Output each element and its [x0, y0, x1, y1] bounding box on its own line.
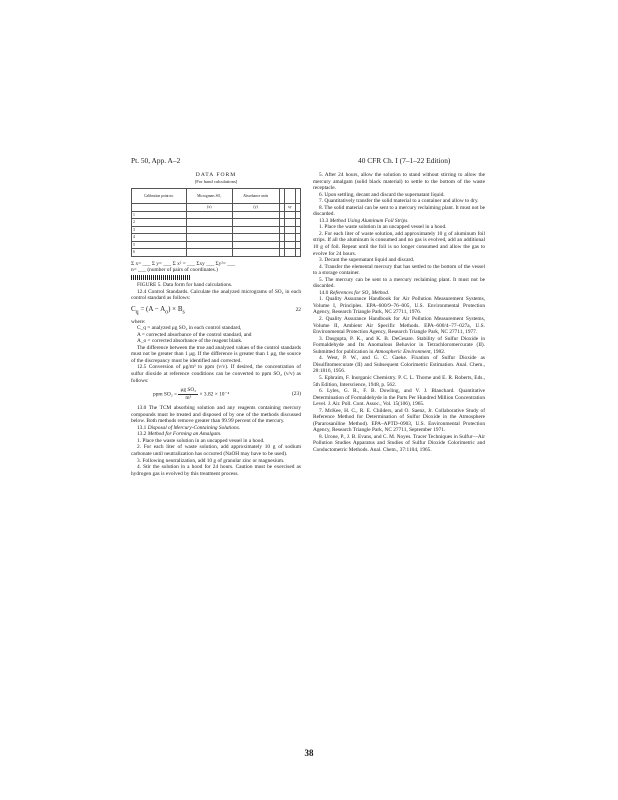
table-cell: xy: [284, 204, 295, 212]
pairs-line: n= ___ (number of pairs of coordinates.): [131, 267, 218, 274]
where-label: where:: [131, 318, 146, 325]
foil-step-2: 2. For each liter of waste solution, add approximately 10 g of aluminum foil strips. If all the aluminum is consumed and no gas is evolved, add an additional 10 g of foil. Repeat until the foil is no longer consumed and allow the gas to evolve for 24 hours.: [313, 230, 485, 257]
row-number: 3: [132, 226, 187, 234]
table-header-cell: Absorbance units: [232, 189, 279, 204]
step-6: 6. Upon settling, decant and discard the supernatant liquid.: [319, 191, 445, 198]
step-5: 5. After 24 hours, allow the solution to stand without stirring to allow the mercury amalgam (solid black material) to settle to the bottom of the waste receptacle.: [313, 172, 485, 192]
foil-step-4: 4. Transfer the elemental mercury that has settled to the bottom of the vessel to a storage container.: [313, 263, 485, 277]
step-4: 4. Stir the solution in a hood for 24 hours. Caution must be exercised as hydrogen gas is evolved by this treatment process.: [131, 464, 301, 477]
foil-step-3: 3. Decant the supernatant liquid and discard.: [319, 257, 415, 264]
table-row: [132, 219, 301, 227]
table-header-cell: [295, 189, 300, 204]
step-1: 1. Place the waste solution in an uncapped vessel in a hood.: [137, 437, 265, 444]
reference-2: 2. Quality Assurance Handbook for Air Pollution Measurement Systems, Volume II, Ambient Air Specific Methods. EPA–600/4–77–027a, U.S. Environmental Protection Agency, Research Triangle Park, NC 27711, 1977.: [313, 316, 485, 336]
paragraph-13-1: 13.1 Disposal of Mercury-Containing Solutions.: [137, 424, 241, 431]
running-header-left: Pt. 50, App. A–2: [131, 156, 181, 165]
table-row: [132, 234, 301, 242]
paragraph-12-5: 12.5 Conversion of μg/m³ to ppm (v/v). If desired, the concentration of sulfur dioxide at reference conditions can be converted to ppm SO₂ (v/v) as follows:: [131, 364, 301, 384]
right-column: [313, 172, 485, 454]
table-row: [132, 226, 301, 234]
reference-7: 7. McKee, H. C., R. E. Childers, and O. Saenz, Jr. Collaborative Study of Reference Method for Determination of Sulfur Dioxide in the Atmosphere (Pararosaniline Method). EPA–APTD–0903, U.S. Environmental Protection Agency, Research Triangle Park, NC 27711, September 1971.: [313, 407, 485, 434]
equation-23: [153, 387, 301, 401]
table-cell: (x): [186, 204, 232, 212]
paragraph-13-2: 13.2 Method for Forming an Amalgam.: [137, 431, 222, 438]
definition-cq: C_q = analyzed μg SO₂ in each control standard,: [137, 325, 242, 332]
table-row: [132, 249, 301, 257]
reference-3: 3. Dasgupta, P. K., and K. B. DeCesare. Stability of Sulfur Dioxide in Formaldehyde and Its Anomalous Behavior in Tetrachloromercurate (II). Submitted for publication in Atmospheric Environment, 1982.: [313, 335, 485, 355]
equation-number: 22: [295, 306, 301, 313]
definition-a: A = corrected absorbance of the control standard, and: [137, 331, 252, 338]
paragraph-13-0: 13.0 The TCM absorbing solution and any reagents containing mercury compounds must be treated and disposed of by one of the methods discussed below. Both methods remove greater than 99.99 percent of the mercury.: [131, 405, 301, 425]
equation-number: (23): [292, 390, 301, 397]
table-symbol-row: [132, 204, 301, 212]
table-cell: [295, 204, 300, 212]
table-cell: [132, 204, 187, 212]
sums-line: Σ x= ___ Σ y= ___ Σ x² = ___ Σxy ___ Σy²= ___: [131, 260, 236, 267]
step-2: 2. For each liter of waste solution, add approximately 10 g of sodium carbonate until neutralization has occurred (NaOH may have to be used).: [131, 444, 301, 457]
paragraph-difference: The difference between the true and analyzed values of the control standards must not be greater than 1 μg. If the difference is greater than 1 μg, the source of the discrepancy must be identified and corrected.: [131, 344, 301, 364]
equation-22-body: $C_q = (A - A_o) \times B_s$: [131, 304, 185, 316]
row-number: 4: [132, 234, 187, 242]
row-number: 6: [132, 249, 187, 257]
data-form-table: [131, 188, 301, 257]
row-number: 2: [132, 219, 187, 227]
step-7: 7. Quantitatively transfer the solid material to a container and allow to dry.: [319, 198, 479, 205]
table-cell: (y): [232, 204, 279, 212]
row-number: 1: [132, 211, 187, 219]
equation-23-body: ppm SO₂ = $\frac{\text{μg SO₂}}{\text{m³}}$ × 3.82 × 10⁻⁴: [153, 387, 230, 401]
equation-22: [131, 306, 301, 316]
paragraph-12-4: 12.4 Control Standards. Calculate the analyzed micrograms of SO₂ in each control standard as follows:: [131, 288, 301, 302]
left-column: [131, 172, 301, 477]
reference-8: 8. Urone, P., J. B. Evans, and C. M. Noyes. Tracer Techniques in Sulfur—Air Pollution Studies Apparatus and Studies of Sulfur Dioxide Colorimetric and Conductometric Methods. Anal. Chem., 37:1104, 1965.: [313, 433, 485, 453]
page-number: 38: [304, 748, 314, 758]
form-title: DATA FORM: [195, 172, 237, 178]
reference-5: 5. Ephraim, F. Inorganic Chemistry. P. C. L. Thorne and E. R. Roberts, Eds., 5th Edition, Interscience, 1948, p. 562.: [313, 374, 485, 388]
table-header-cell: [284, 189, 295, 204]
table-row: [132, 211, 301, 219]
step-8: 8. The solid material can be sent to a mercury reclaiming plant. It must not be discarded.: [313, 204, 485, 218]
foil-step-5: 5. The mercury can be sent to a mercury reclaiming plant. It must not be discarded.: [313, 276, 485, 290]
hatch-rule: [131, 275, 191, 280]
row-number: 5: [132, 241, 187, 249]
paragraph-14-0: 14.0 References for SO₂ Method.: [319, 289, 390, 296]
running-header-right: 40 CFR Ch. I (7–1–22 Edition): [358, 156, 451, 165]
definition-ao: A_o = corrected absorbance of the reagent blank.: [137, 338, 243, 345]
foil-step-1: 1. Place the waste solution in an uncapped vessel in a hood.: [319, 224, 447, 231]
reference-1: 1. Quality Assurance Handbook for Air Pollution Measurement Systems, Volume I, Principles. EPA–600/9–76–005, U.S. Environmental Protection Agency, Research Triangle Park, NC 27711, 1976.: [313, 296, 485, 316]
step-3: 3. Following neutralization, add 10 g of granular zinc or magnesium.: [137, 457, 285, 464]
table-row: [132, 241, 301, 249]
paragraph-13-3: 13.3 Method Using Aluminum Foil Strips.: [319, 217, 409, 224]
figure-caption: FIGURE 5. Data form for hand calculations.: [137, 282, 233, 289]
table-header-row: [132, 189, 301, 204]
reference-6: 6. Lyles, G. R., F. B. Dowling, and V. J. Blanchard. Quantitative Determination of Formaldehyde in the Parts Per Hundred Million Concentration Level. J. Air. Poll. Cont. Assoc., Vol. 15(106), 1965.: [313, 388, 485, 408]
table-header-cell: Micrograms SO₂: [186, 189, 232, 204]
form-subtitle: [For hand calculations]: [194, 178, 238, 184]
reference-4: 4. West, P. W., and G. C. Gaeke. Fixation of Sulfur Dioxide as Disulfitomercurate (II) and Subsequent Colorimetric Estimation. Anal. Chem., 28:1816, 1956.: [313, 355, 485, 375]
table-header-cell: Calibration point no.: [132, 189, 187, 204]
